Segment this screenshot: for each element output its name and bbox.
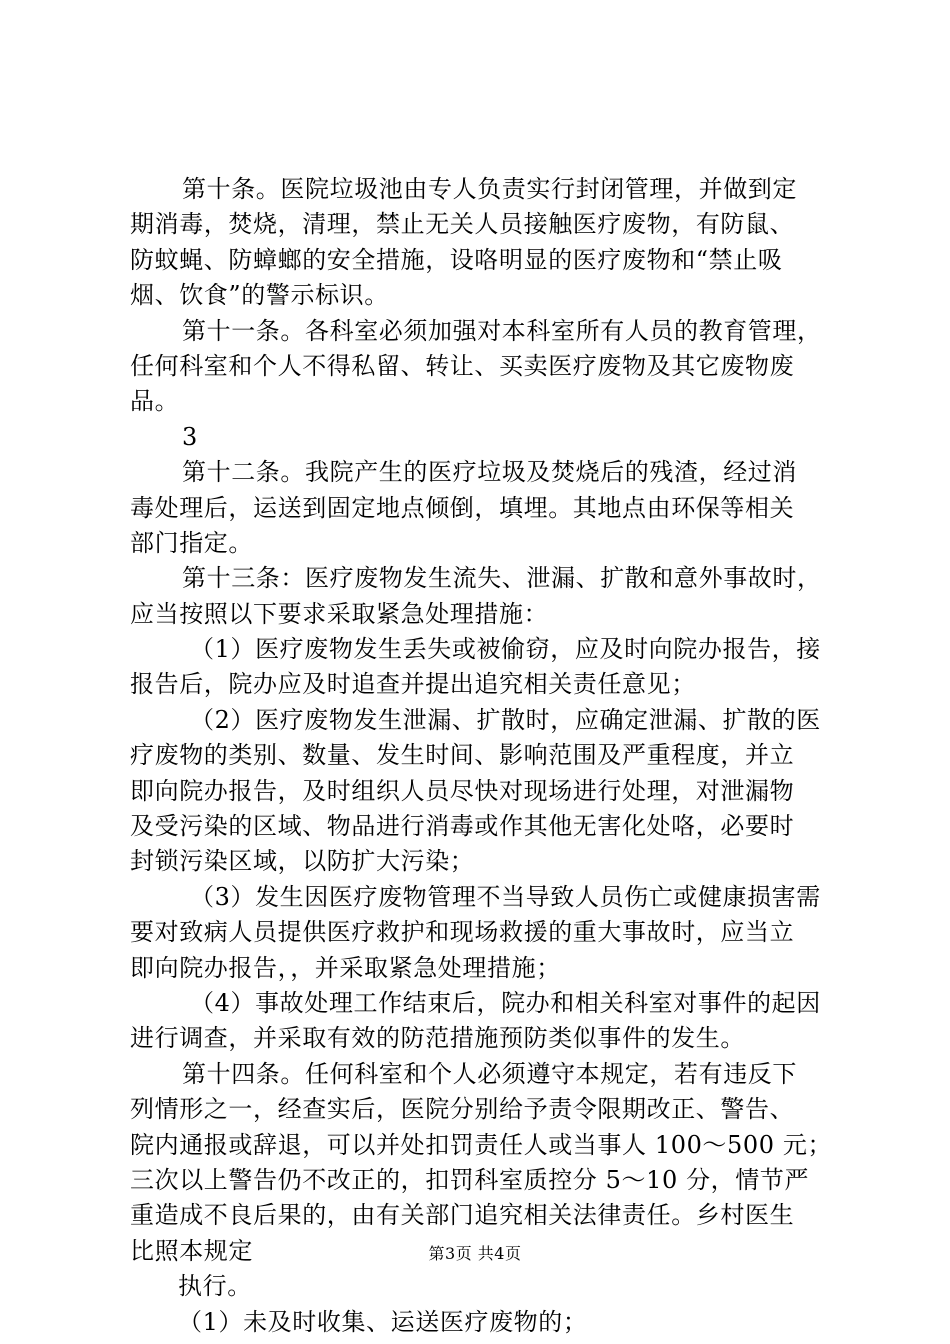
- text-line: 要对致病人员提供医疗救护和现场救援的重大事故时，应当立: [130, 918, 795, 947]
- text-line: 毒处理后，运送到固定地点倾倒，填埋。其地点由环保等相关: [130, 493, 795, 522]
- text-line: 防蚊蝇、防蟑螂的安全措施，设咯明显的医疗废物和“禁止吸: [130, 245, 783, 274]
- text-line: 第十一条。各科室必须加强对本科室所有人员的教育管理，: [182, 316, 822, 345]
- text-line: 列情形之一，经查实后，医院分别给予责令限期改正、警告、: [130, 1095, 795, 1124]
- text-line: 期消毒，焚烧，清理，禁止无关人员接触医疗废物，有防鼠、: [130, 210, 795, 239]
- text-line: （4）事故处理工作结束后，院办和相关科室对事件的起因: [190, 988, 821, 1017]
- text-line: 重造成不良后果的，由有关部门追究相关法律责任。乡村医生: [130, 1201, 795, 1230]
- text-line: 比照本规定: [130, 1236, 253, 1265]
- text-line: 即向院办报告，及时组织人员尽快对现场进行处理，对泄漏物: [130, 776, 795, 805]
- text-line: 封锁污染区域，以防扩大污染；: [130, 847, 475, 876]
- text-line: （3）发生因医疗废物管理不当导致人员伤亡或健康损害需: [190, 882, 821, 911]
- text-line: 院内通报或辞退，可以并处扣罚责任人或当事人 100～500 元；: [130, 1130, 833, 1159]
- text-line: 任何科室和个人不得私留、转让、买卖医疗废物及其它废物废: [130, 351, 795, 380]
- section-number: 3: [182, 422, 198, 451]
- text-line: 品。: [130, 387, 180, 416]
- page-footer: 第3页 共4页: [428, 1244, 522, 1263]
- text-line: 三次以上警告仍不改正的，扣罚科室质控分 5～10 分，情节严: [130, 1165, 810, 1194]
- text-line: 进行调查，并采取有效的防范措施预防类似事件的发生。: [130, 1024, 745, 1053]
- text-line: （1）医疗废物发生丢失或被偷窃，应及时向院办报告，接: [190, 635, 821, 664]
- document-body: [130, 172, 833, 1340]
- text-line: （1）未及时收集、运送医疗废物的；: [178, 1307, 588, 1336]
- text-line: 第十二条。我院产生的医疗垃圾及焚烧后的残渣，经过消: [182, 458, 797, 487]
- text-line: 烟、饮食”的警示标识。: [130, 281, 389, 310]
- text-line: 第十三条：医疗废物发生流失、泄漏、扩散和意外事故时，: [182, 564, 822, 593]
- text-line: 及受污染的区域、物品进行消毒或作其他无害化处咯，必要时: [130, 812, 795, 841]
- text-line: 第十四条。任何科室和个人必须遵守本规定，若有违反下: [182, 1059, 797, 1088]
- text-line: 执行。: [178, 1272, 252, 1301]
- text-line: （2）医疗废物发生泄漏、扩散时，应确定泄漏、扩散的医: [190, 705, 821, 734]
- text-line: 第十条。医院垃圾池由专人负责实行封闭管理，并做到定: [182, 175, 797, 203]
- text-line: 即向院办报告，，并采取紧急处理措施；: [130, 953, 561, 982]
- text-line: 应当按照以下要求采取紧急处理措施：: [130, 599, 549, 628]
- text-line: 报告后，院办应及时追查并提出追究相关责任意见；: [130, 670, 696, 699]
- text-line: 疗废物的类别、数量、发生时间、影响范围及严重程度，并立: [130, 741, 795, 770]
- text-line: 部门指定。: [130, 528, 253, 557]
